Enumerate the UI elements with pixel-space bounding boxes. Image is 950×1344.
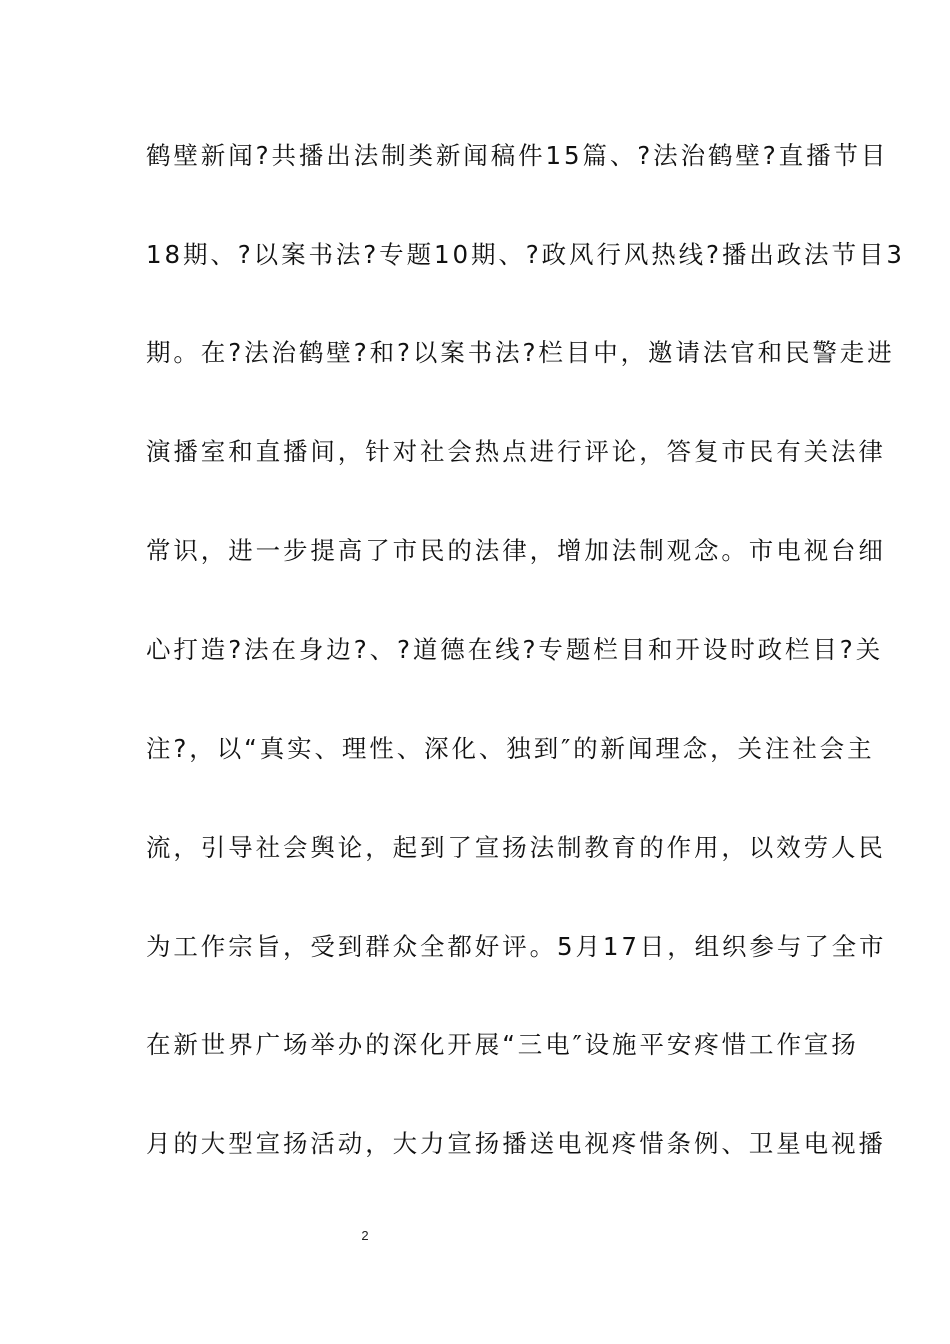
text-line-5: 常识，进一步提高了市民的法律，增加法制观念。市电视台细 [146, 536, 886, 565]
text-line-6: 心打造?法在身边?、?道德在线?专题栏目和开设时政栏目?关 [146, 635, 884, 664]
page-number: 2 [361, 1228, 369, 1243]
text-line-2: 18期、?以案书法?专题10期、?政风行风热线?播出政法节目3 [146, 240, 905, 269]
text-line-3: 期。在?法治鹤壁?和?以案书法?栏目中，邀请法官和民警走进 [146, 338, 895, 367]
text-line-10: 在新世界广场举办的深化开展“三电″设施平安疼惜工作宣扬 [146, 1030, 859, 1059]
text-line-7: 注?，以“真实、理性、深化、独到″的新闻理念，关注社会主 [146, 734, 875, 763]
text-line-1: 鹤壁新闻?共播出法制类新闻稿件15篇、?法治鹤壁?直播节目 [146, 141, 889, 170]
text-line-8: 流，引导社会舆论，起到了宣扬法制教育的作用，以效劳人民 [146, 833, 886, 862]
text-line-11: 月的大型宣扬活动，大力宣扬播送电视疼惜条例、卫星电视播 [146, 1129, 886, 1158]
text-line-9: 为工作宗旨，受到群众全都好评。5月17日，组织参与了全市 [146, 932, 887, 961]
text-line-4: 演播室和直播间，针对社会热点进行评论，答复市民有关法律 [146, 437, 886, 466]
